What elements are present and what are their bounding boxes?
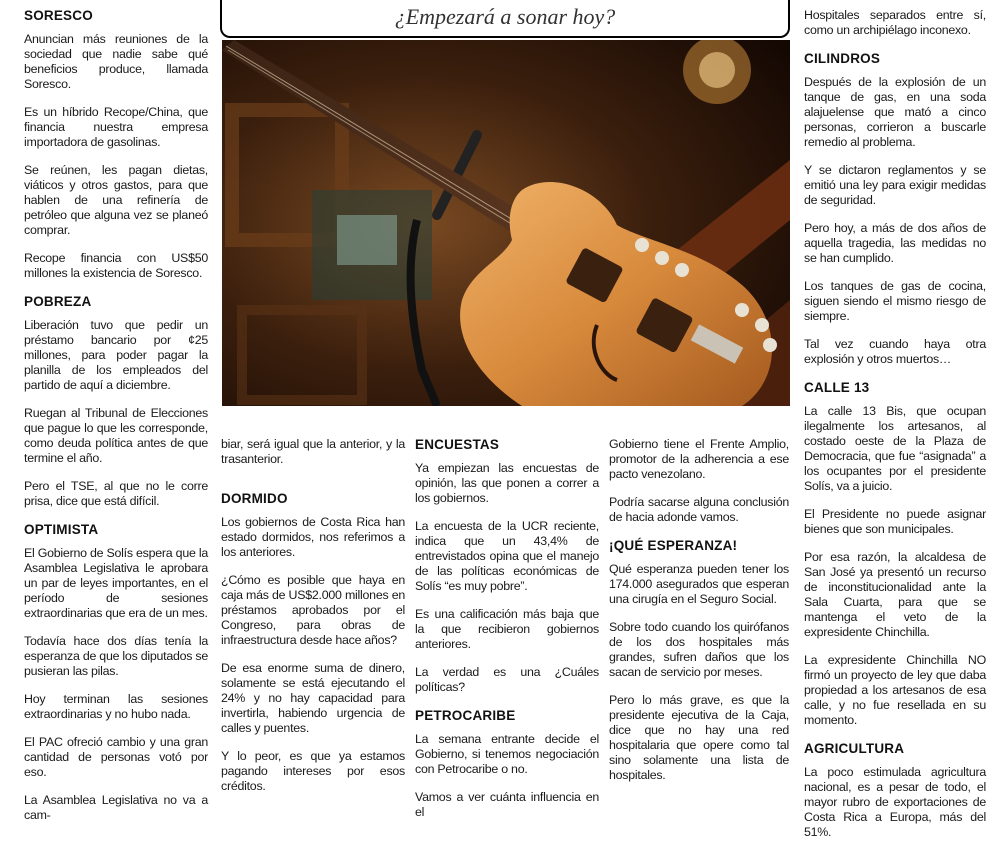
paragraph: La expresidente Chinchilla NO firmó un proyecto de ley que daba propiedad a los artesanos de esa calle, y no fue resellada en su momento. xyxy=(804,653,986,727)
paragraph: La Asamblea Legislativa no va a cam- xyxy=(24,793,208,822)
heading-agricultura: AGRICULTURA xyxy=(804,741,905,756)
paragraph: Y lo peor, es que ya estamos pagando intereses por esos créditos. xyxy=(221,749,405,793)
heading-petrocaribe: PETROCARIBE xyxy=(415,708,516,723)
paragraph: El Gobierno de Solís espera que la Asamblea Legislativa le aprobara un par de leyes importantes, en el período de sesiones extraordinarias que era de un mes. xyxy=(24,546,208,620)
paragraph: Tal vez cuando haya otra explosión y otros muertos… xyxy=(804,337,986,366)
guitar-photo xyxy=(222,40,790,406)
paragraph: Por esa razón, la alcaldesa de San José ya presentó un recurso de inconstitucionalidad ante la Sala Cuarta, para que se mantenga el veto de la expresidente Chinchilla. xyxy=(804,550,986,639)
paragraph: Vamos a ver cuánta influencia en el xyxy=(415,790,599,819)
paragraph: Qué esperanza pueden tener los 174.000 asegurados que esperan una cirugía en el Seguro Social. xyxy=(609,562,789,606)
paragraph: La verdad es una ¿Cuáles políticas? xyxy=(415,665,599,694)
column-1 xyxy=(24,8,208,836)
paragraph: Es un híbrido Recope/China, que financia nuestra empresa importadora de gasolinas. xyxy=(24,105,208,149)
heading-cilindros: CILINDROS xyxy=(804,51,881,66)
paragraph: Los gobiernos de Costa Rica han estado dormidos, nos referimos a los anteriores. xyxy=(221,515,405,559)
column-2 xyxy=(221,437,405,807)
heading-pobreza: POBREZA xyxy=(24,294,92,309)
paragraph: Se reúnen, les pagan dietas, viáticos y otros gastos, para que hablen de una refinería de petróleo que alguna vez se planeó comprar. xyxy=(24,163,208,237)
paragraph: La calle 13 Bis, que ocupan ilegalmente los artesanos, al costado oeste de la Plaza de Democracia, que fue “asignada” a los ocupantes por el presidente Solís, va a juicio. xyxy=(804,404,986,493)
paragraph: Podría sacarse alguna conclusión de hacia adonde vamos. xyxy=(609,495,789,524)
column-4 xyxy=(609,437,789,796)
paragraph: ¿Cómo es posible que haya en caja más de US$2.000 millones en préstamos aprobados por el Congreso, para obras de infraestructura desde hace años? xyxy=(221,573,405,647)
paragraph: Pero el TSE, al que no le corre prisa, dice que está difícil. xyxy=(24,479,208,508)
paragraph: Sobre todo cuando los quirófanos de los dos hospitales más grandes, sufren daños que los sacan de servicio por meses. xyxy=(609,620,789,679)
paragraph: La semana entrante decide el Gobierno, si tenemos negociación con Petrocaribe o no. xyxy=(415,732,599,776)
paragraph: Después de la explosión de un tanque de gas, en una soda alajuelense que mató a cinco personas, corrieron a buscarle remedio al problema. xyxy=(804,75,986,149)
paragraph: Ruegan al Tribunal de Elecciones que pague lo que les corresponde, como deuda política antes de que termine el año. xyxy=(24,406,208,465)
headline-banner xyxy=(220,0,790,38)
paragraph: biar, será igual que la anterior, y la trasanterior. xyxy=(221,437,405,466)
headline-title: ¿Empezará a sonar hoy? xyxy=(394,4,616,29)
paragraph: Pero hoy, a más de dos años de aquella tragedia, las medidas no se han cumplido. xyxy=(804,221,986,265)
paragraph: Anuncian más reuniones de la sociedad que nadie sabe qué beneficios produce, llamada Soresco. xyxy=(24,32,208,91)
paragraph: De esa enorme suma de dinero, solamente se está ejecutando el 24% y no hay capacidad para invertirla, habiendo urgencia de calles y puentes. xyxy=(221,661,405,735)
column-3 xyxy=(415,437,599,833)
paragraph: La poco estimulada agricultura nacional, es a pesar de todo, el mayor rubro de exportaciones de Costa Rica a Europa, más del 51%. xyxy=(804,765,986,839)
paragraph: Hospitales separados entre sí, como un archipiélago inconexo. xyxy=(804,8,986,37)
paragraph: Liberación tuvo que pedir un préstamo bancario por ¢25 millones, para poder pagar la planilla de los empleados del partido de aquí a diciembre. xyxy=(24,318,208,392)
paragraph: Pero lo más grave, es que la presidente ejecutiva de la Caja, dice que no hay una red hospitalaria que opere como tal sino solamente una lista de hospitales. xyxy=(609,693,789,782)
paragraph: Ya empiezan las encuestas de opinión, las que ponen a correr a los gobiernos. xyxy=(415,461,599,505)
paragraph: Todavía hace dos días tenía la esperanza de que los diputados se pusieran las pilas. xyxy=(24,634,208,678)
heading-encuestas: ENCUESTAS xyxy=(415,437,500,452)
paragraph: Gobierno tiene el Frente Amplio, promotor de la adherencia a ese pacto venezolano. xyxy=(609,437,789,481)
column-5 xyxy=(804,8,986,853)
heading-optimista: OPTIMISTA xyxy=(24,522,99,537)
paragraph: Los tanques de gas de cocina, siguen siendo el mismo riesgo de siempre. xyxy=(804,279,986,323)
heading-soresco: SORESCO xyxy=(24,8,93,23)
heading-dormido: DORMIDO xyxy=(221,491,288,506)
paragraph: El PAC ofreció cambio y una gran cantidad de personas votó por eso. xyxy=(24,735,208,779)
paragraph: Hoy terminan las sesiones extraordinarias y no hubo nada. xyxy=(24,692,208,721)
paragraph: Es una calificación más baja que la que recibieron gobiernos anteriores. xyxy=(415,607,599,651)
paragraph: El Presidente no puede asignar bienes que son municipales. xyxy=(804,507,986,536)
heading-que-esperanza: ¡QUÉ ESPERANZA! xyxy=(609,538,738,553)
paragraph: Recope financia con US$50 millones la existencia de Soresco. xyxy=(24,251,208,280)
paragraph: Y se dictaron reglamentos y se emitió una ley para exigir medidas de seguridad. xyxy=(804,163,986,207)
heading-calle-13: CALLE 13 xyxy=(804,380,870,395)
guitar-illustration xyxy=(222,40,790,406)
paragraph: La encuesta de la UCR reciente, indica que un 43,4% de entrevistados opina que el manejo de las políticas económicas de Solís “es muy pobre”. xyxy=(415,519,599,593)
